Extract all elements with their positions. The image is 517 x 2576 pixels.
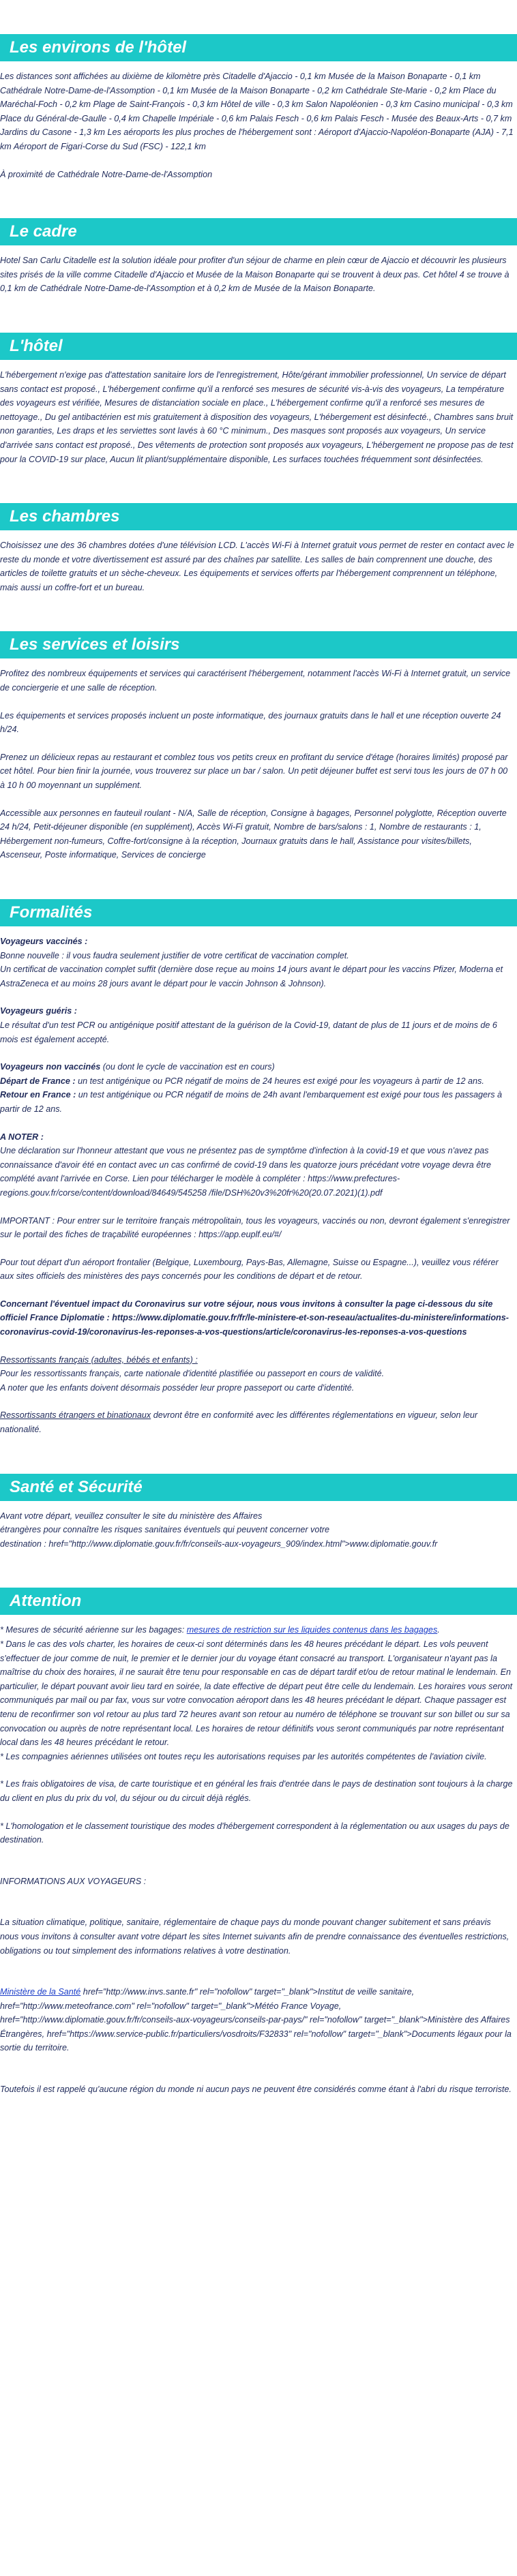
depart-text: un test antigénique ou PCR négatif de moins de 24 heures est exigé pour les voyageurs à partir de 12 ans. <box>75 1076 484 1086</box>
anoter-text: Une déclaration sur l'honneur attestant que vous ne présentez pas de symptôme d'infection à la covid-19 et que vous n'avez pas connaissance d'avoir été en contact avec un cas confirmé de covid-19 dans les quatorze jours précédant votre voyage devra être complété avant l'arrivée en Corse. Lien pour télécharger le modèle à compléter : https://www.prefectures-regions.gouv.fr/corse/content/download/84649/545258 /file/DSH%20v3%20fr%20(20.07.2021)(1).pdf <box>0 1146 491 1198</box>
info-links-rest: href="http://www.invs.sante.fr" rel="nofollow" target="_blank">Institut de veille sanitaire, href="http://www.meteofrance.com" rel="nofollow" target="_blank">Météo France Voyage, href="http://www.diplomatie.gouv.fr/fr/conseils-aux-voyageurs/conseils-par-pays/" rel="nofollow" target="_blank">Ministère des Affaires Étrangères, href="https://www.service-public.fr/particuliers/vosdroits/F32833" rel="nofollow" target="_blank">Documents légaux pour la sortie du territoire. <box>0 1987 512 2053</box>
sante-line1: Avant votre départ, veuillez consulter le site du ministère des Affaires <box>0 1511 263 1521</box>
chambres-text: Choisissez une des 36 chambres dotées d'une télévision LCD. L'accès Wi-Fi à Internet gratuit vous permet de rester en contact avec le reste du monde et votre divertissement est assuré par des chaînes par satellite. Les salles de bain comprennent une douche, des articles de toilette gratuits et un sèche-cheveux. Les équipements et services offerts par l'hébergement comprennent un téléphone, mais aussi un coffre-fort et un bureau. <box>0 541 514 592</box>
attention-visa: * Les frais obligatoires de visa, de carte touristique et en général les frais d'entrée dans le pays de destination sont toujours à la charge du client en plus du prix du vol, du séjour ou du circuit déjà réglés. <box>0 1779 513 1803</box>
vaccines-line1: Bonne nouvelle : il vous faudra seulement justifier de votre certificat de vaccination complet. <box>0 950 349 960</box>
retour-heading: Retour en France : <box>0 1090 76 1100</box>
ressortissants-heading: Ressortissants français (adultes, bébés et enfants) : <box>0 1354 198 1365</box>
attention-compagnies: * Les compagnies aériennes utilisées ont toutes reçu les autorisations requises par les autorités compétentes de l'aviation civile. <box>0 1751 487 1761</box>
ressortissants-line2: A noter que les enfants doivent désormais posséder leur propre passeport ou carte d'identité. <box>0 1382 355 1393</box>
section-header-environs: Les environs de l'hôtel <box>0 34 517 61</box>
etrangers-heading: Ressortissants étrangers et binationaux <box>0 1410 151 1421</box>
section-body-chambres <box>0 530 517 616</box>
nonvaccines-heading: Voyageurs non vaccinés <box>0 1062 101 1072</box>
attention-bagages-suffix: . <box>437 1625 440 1635</box>
gueris-heading: Voyageurs guéris : <box>0 1006 77 1016</box>
retour-text: un test antigénique ou PCR négatif de moins de 24h avant l'embarquement est exigé pour tous les passagers à partir de 12 ans. <box>0 1090 503 1114</box>
services-p4: Accessible aux personnes en fauteuil roulant - N/A, Salle de réception, Consigne à bagages, Personnel polyglotte, Réception ouverte 24 h/24, Petit-déjeuner disponible (en supplément), Accès Wi-Fi gratuit, Nombre de bars/salons : 1, Nombre de restaurants : 1, Hébergement non-fumeurs, Coffre-fort/consigne à la réception, Journaux gratuits dans le hall, Assistance pour visites/billets, Ascenseur, Poste informatique, Services de concierge <box>0 808 507 860</box>
vaccines-line2: Un certificat de vaccination complet suffit (dernière dose reçue au moins 14 jours avant le départ pour les vaccins Pfizer, Moderna et AstraZeneca et au moins 28 jours avant le départ pour le vaccin Johnson & Johnson). <box>0 965 503 988</box>
attention-charter: * Dans le cas des vols charter, les horaires de ceux-ci sont déterminés dans les 48 heures précédant le départ. Les vols peuvent s'effectuer de jour comme de nuit, le premier et le dernier jour du voyage étant consacré au transport. L'organisateur n'ayant pas la maîtrise du choix des horaires, il ne saurait être tenu pour responsable en cas de départ tardif et/ou de retour matinal le lendemain. En particulier, le départ pouvant avoir lieu tard en soirée, la date effective de départ peut être celle du lendemain. Les horaires vous seront communiqués par mail ou par fax, vous sur votre convocation aéroport dans les 48 heures précédant le départ. Chaque passager est tenu de reconfirmer son vol retour au plus tard 72 heures avant son retour au numéro de téléphone se trouvant sur son billet ou sur sa convocation ou auprès de notre représentant local. Les horaires de retour définitifs vous seront communiqués par notre représentant local dans les 48 heures précédant le retour. <box>0 1639 513 1748</box>
etrangers-block <box>0 1408 514 1436</box>
anoter-block <box>0 1130 514 1200</box>
sante-block <box>0 1509 514 1551</box>
section-header-services: Les services et loisirs <box>0 631 517 658</box>
section-body-services <box>0 658 517 884</box>
vaccines-heading: Voyageurs vaccinés : <box>0 937 88 946</box>
services-p2: Les équipements et services proposés incluent un poste informatique, des journaux gratuits dans le hall et une réception ouverte 24 h/24. <box>0 710 501 735</box>
attention-homologation: * L'homologation et le classement touristique des modes d'hébergement correspondent à la réglementation ou aux usages du pays de destination. <box>0 1821 509 1845</box>
sante-line2: étrangères pour connaître les risques sanitaires éventuels qui peuvent concerner votre <box>0 1525 330 1535</box>
section-body-hotel <box>0 360 517 488</box>
nonvaccines-block <box>0 1060 514 1116</box>
gueris-line1: Le résultat d'un test PCR ou antigénique positif attestant de la guérison de la Covid-19, datant de plus de 11 jours et de moins de 6 mois est également accepté. <box>0 1020 497 1044</box>
concernant-text: Concernant l'éventuel impact du Coronavirus sur votre séjour, nous vous invitons à consulter la page ci-dessous du site officiel France Diplomatie : https://www.diplomatie.gouv.fr/fr/le-ministere-et-son-reseau/actualites-du-ministere/informations-coronavirus-covid-19/coronavirus-les-reponses-a-vos-questions/article/coronavirus-les-reponses-a-vos-questions <box>0 1299 509 1337</box>
etrangers-text: devront être en conformité avec les différentes réglementations en vigueur, selon leur nationalité. <box>0 1410 478 1435</box>
info-voyageurs-line1: La situation climatique, politique, sanitaire, réglementaire de chaque pays du monde pouvant changer subitement et sans préavis <box>0 1918 491 1928</box>
section-header-chambres: Les chambres <box>0 503 517 530</box>
section-body-cadre <box>0 245 517 318</box>
section-header-sante: Santé et Sécurité <box>0 1474 517 1501</box>
important-text: IMPORTANT : Pour entrer sur le territoire français métropolitain, tous les voyageurs, vaccinés ou non, devront également s'enregistrer sur le portail des fiches de traçabilité européennes : https://app.euplf.eu/#/ <box>0 1215 510 1240</box>
sante-line3: destination : href="http://www.diplomatie.gouv.fr/fr/conseils-aux-voyageurs_909/index.html">www.diplomatie.gouv.fr <box>0 1539 438 1549</box>
attention-bagages-prefix: * Mesures de sécurité aérienne sur les bagages: <box>0 1625 187 1635</box>
vaccines-block <box>0 935 514 990</box>
bagages-restriction-link[interactable]: mesures de restriction sur les liquides contenus dans les bagages <box>186 1625 438 1635</box>
ministere-sante-link[interactable]: Ministère de la Santé <box>0 1987 81 1997</box>
attention-bagages <box>0 1623 514 1637</box>
info-voyageurs-line2: nous vous invitons à consulter avant votre départ les sites Internet suivants afin de prendre connaissance des éventuelles restrictions, obligations ou tout simplement des informations relatives à votre destination. <box>0 1931 509 1956</box>
environs-proximite: À proximité de Cathédrale Notre-Dame-de-l'Assomption <box>0 169 213 179</box>
depart-heading: Départ de France : <box>0 1076 76 1086</box>
nonvaccines-heading-note: (ou dont le cycle de vaccination est en cours) <box>100 1062 275 1072</box>
cadre-text: Hotel San Carlu Citadelle est la solution idéale pour profiter d'un séjour de charme en plein cœur de Ajaccio et découvrir les plusieurs sites prisés de la ville comme Citadelle d'Ajaccio et Musée de la Maison Bonaparte qui se trouvent à deux pas. Cet hôtel 4 se trouve à 0,1 km de Cathédrale Notre-Dame-de-l'Assomption et à 0,2 km de Musée de la Maison Bonaparte. <box>0 256 509 294</box>
section-header-attention: Attention <box>0 1588 517 1615</box>
environs-distances: Les distances sont affichées au dixième de kilomètre près Citadelle d'Ajaccio - 0,1 km Musée de la Maison Bonaparte - 0,1 km Cathédrale Notre-Dame-de-l'Assomption - 0,1 km Musée de la Maison Bonaparte - 0,2 km Cathédrale Ste-Marie - 0,2 km Place du Maréchal-Foch - 0,2 km Plage de Saint-François - 0,3 km Hôtel de ville - 0,3 km Salon Napoléonien - 0,3 km Casino municipal - 0,3 km Place du Général-de-Gaulle - 0,4 km Chapelle Impériale - 0,6 km Palais Fesch - 0,6 km Palais Fesch - Musée des Beaux-Arts - 0,7 km Jardins du Casone - 1,3 km Les aéroports les plus proches de l'hébergement sont : Aéroport d'Ajaccio-Napoléon-Bonaparte (AJA) - 7,1 km Aéroport de Figari-Corse du Sud (FSC) - 122,1 km <box>0 72 514 151</box>
section-header-cadre: Le cadre <box>0 218 517 245</box>
ressortissants-block <box>0 1353 514 1395</box>
section-body-attention <box>0 1615 517 2118</box>
section-body-sante <box>0 1501 517 1573</box>
terrorisme-text: Toutefois il est rappelé qu'aucune région du monde ni aucun pays ne peuvent être considérés comme étant à l'abri du risque terroriste. <box>0 2085 512 2095</box>
info-links-block <box>0 1985 514 2055</box>
section-header-hotel: L'hôtel <box>0 333 517 360</box>
section-header-formalites: Formalités <box>0 899 517 926</box>
page <box>0 34 517 2119</box>
anoter-heading: A NOTER : <box>0 1132 44 1142</box>
section-body-formalites <box>0 926 517 1459</box>
section-body-environs <box>0 61 517 203</box>
services-p1: Profitez des nombreux équipements et services qui caractérisent l'hébergement, notamment l'accès Wi-Fi à Internet gratuit, un service de conciergerie et une salle de réception. <box>0 669 511 693</box>
ressortissants-line1: Pour les ressortissants français, carte nationale d'identité plastifiée ou passeport en cours de validité. <box>0 1369 385 1379</box>
info-voyageurs-block <box>0 1915 514 1958</box>
info-voyageurs-heading: INFORMATIONS AUX VOYAGEURS : <box>0 1876 147 1886</box>
gueris-block <box>0 1004 514 1046</box>
services-p3: Prenez un délicieux repas au restaurant et comblez tous vos petits creux en profitant du service d'étage (horaires limités) proposé par cet hôtel. Pour bien finir la journée, vous trouverez sur place un bar / salon. Un petit déjeuner buffet est servi tous les jours de 07 h 00 à 10 h 00 moyennant un supplément. <box>0 752 508 791</box>
frontalier-text: Pour tout départ d'un aéroport frontalier (Belgique, Luxembourg, Pays-Bas, Allemagne, Suisse ou Espagne...), veuillez vous référer aux sites officiels des ministères des pays concernés pour les conditions de départ et de retour. <box>0 1257 499 1282</box>
hotel-text: L'hébergement n'exige pas d'attestation sanitaire lors de l'enregistrement, Hôte/gérant immobilier professionnel, Un service de départ sans contact est proposé., L'hébergement confirme qu'il a renforcé ses mesures de sécurité vis-à-vis des voyageurs, La température des voyageurs est vérifiée, Mesures de distanciation sociale en place., L'hébergement confirme qu'il a renforcé ses mesures de nettoyage., Du gel antibactérien est mis gratuitement à disposition des voyageurs, L'hébergement est désinfecté., Chambres sans bruit non garanties, Les draps et les serviettes sont lavés à 60 °C minimum., Des masques sont proposés aux voyageurs, Un service d'arrivée sans contact est proposé., Des vêtements de protection sont proposés aux voyageurs, L'hébergement ne propose pas de test pour la COVID-19 sur place, Aucun lit pliant/supplémentaire disponible, Les surfaces touchées fréquemment sont désinfectées. <box>0 369 514 464</box>
